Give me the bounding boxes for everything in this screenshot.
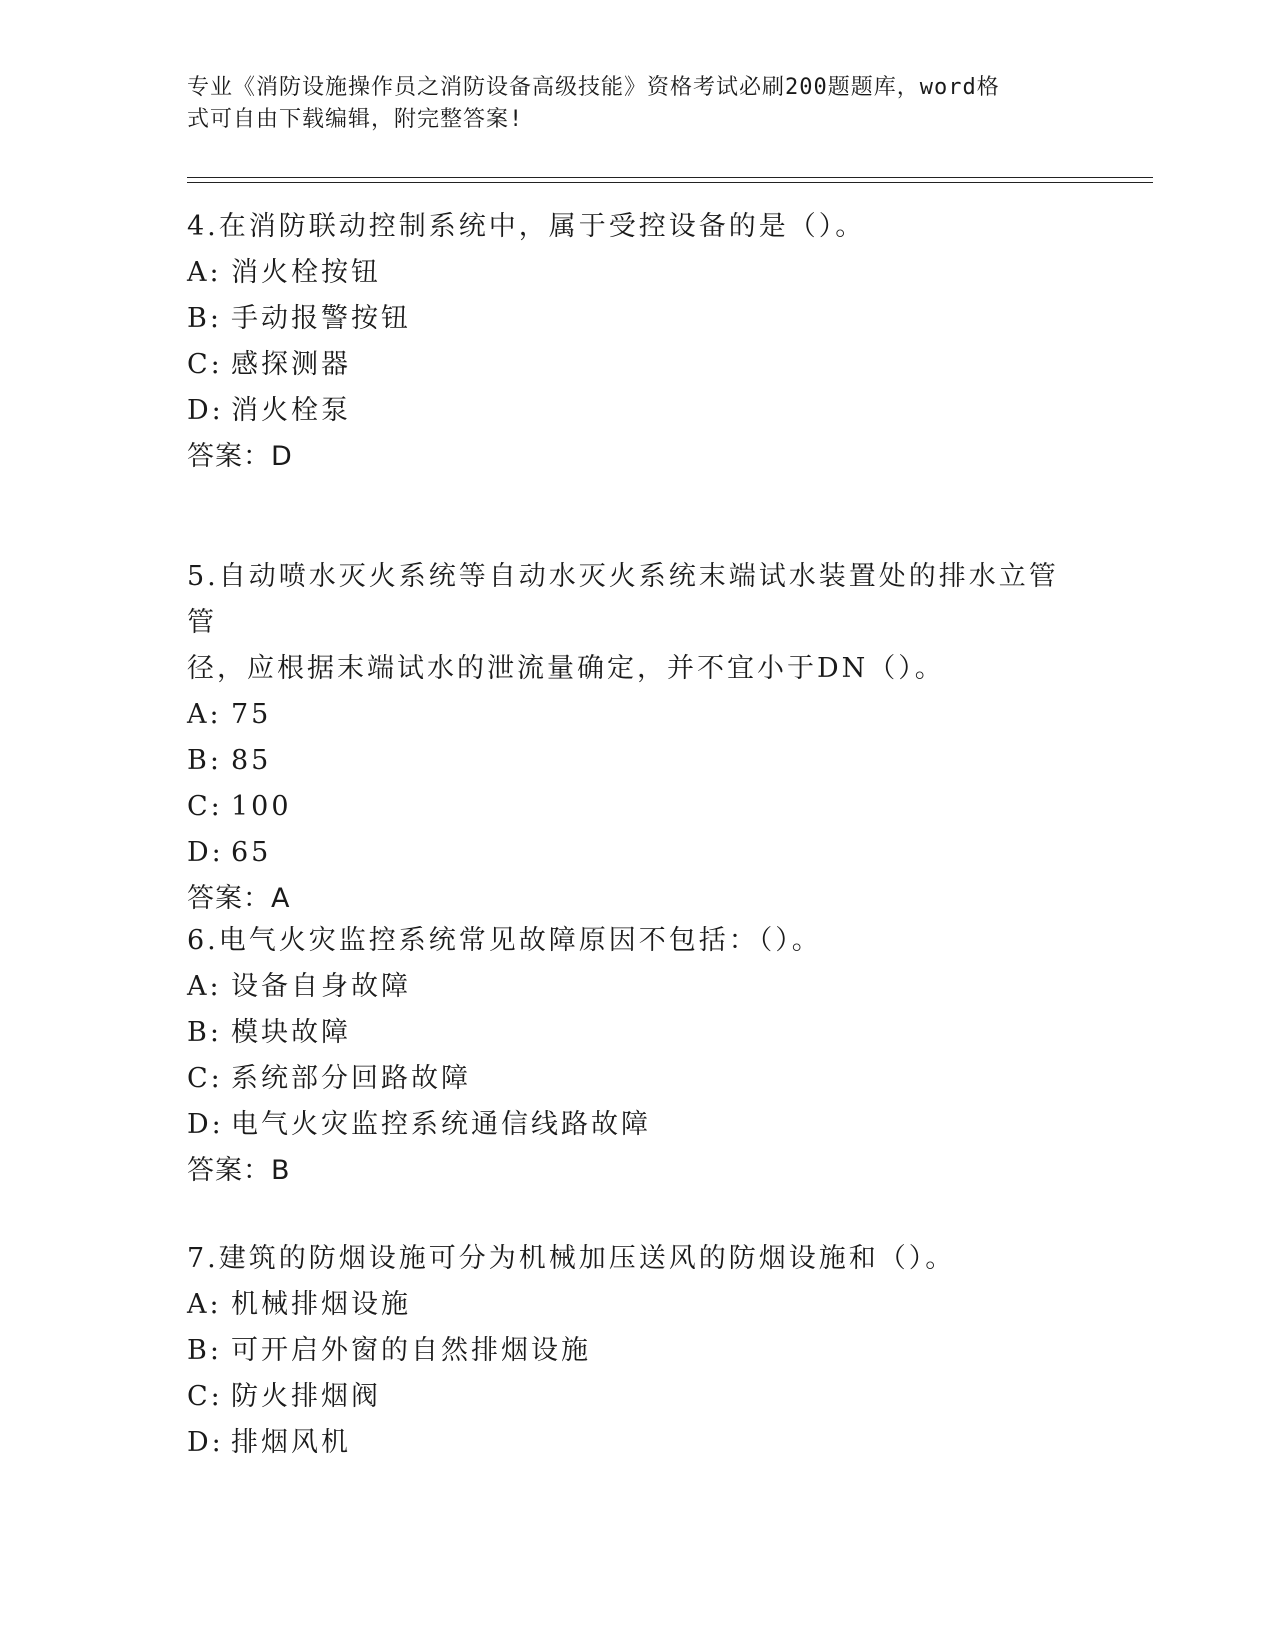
question-4	[187, 204, 1067, 480]
option-text: 感探测器	[231, 349, 351, 380]
answer: 答案：D	[187, 441, 293, 472]
option-text: 模块故障	[231, 1017, 351, 1048]
option-d	[187, 388, 1067, 434]
option-key: A:	[187, 1289, 222, 1320]
question-stem: 7.建筑的防烟设施可分为机械加压送风的防烟设施和（）。	[187, 1243, 956, 1274]
option-text: 消火栓泵	[231, 395, 351, 426]
option-key: C:	[187, 791, 223, 822]
option-a	[187, 250, 1067, 296]
option-text: 机械排烟设施	[231, 1289, 411, 1320]
header-line-2: 式可自由下载编辑，附完整答案!	[187, 107, 524, 132]
option-key: B:	[187, 303, 222, 334]
option-text: 75	[231, 699, 272, 730]
question-stem: 6.电气火灾监控系统常见故障原因不包括：（）。	[187, 925, 822, 956]
question-stem: 4.在消防联动控制系统中，属于受控设备的是（）。	[187, 211, 866, 242]
question-stem-line-1: 5.自动喷水灭火系统等自动水灭火系统末端试水装置处的排水立管管	[187, 561, 1059, 638]
option-b	[187, 738, 1067, 784]
option-text: 系统部分回路故障	[231, 1063, 471, 1094]
option-d	[187, 1102, 1067, 1148]
header-line-1: 专业《消防设施操作员之消防设备高级技能》资格考试必刷200题题库，word格	[187, 75, 1000, 100]
option-key: C:	[187, 1381, 223, 1412]
option-key: C:	[187, 1063, 223, 1094]
option-key: D:	[187, 395, 224, 426]
option-c	[187, 784, 1067, 830]
option-key: C:	[187, 349, 223, 380]
option-key: A:	[187, 971, 222, 1002]
question-6	[187, 918, 1067, 1194]
answer: 答案：B	[187, 1155, 291, 1186]
option-text: 消火栓按钮	[231, 257, 381, 288]
option-text: 100	[231, 791, 292, 822]
question-7	[187, 1236, 1067, 1466]
question-5	[187, 554, 1067, 922]
option-text: 防火排烟阀	[231, 1381, 381, 1412]
option-b	[187, 296, 1067, 342]
option-text: 65	[231, 837, 272, 868]
option-a	[187, 692, 1067, 738]
option-d	[187, 1420, 1067, 1466]
option-text: 电气火灾监控系统通信线路故障	[231, 1109, 651, 1140]
question-stem-line-2: 径，应根据末端试水的泄流量确定，并不宜小于DN（）。	[187, 653, 945, 684]
option-text: 排烟风机	[231, 1427, 351, 1458]
option-c	[187, 1374, 1067, 1420]
option-b	[187, 1328, 1067, 1374]
option-key: B:	[187, 1335, 222, 1366]
option-key: D:	[187, 1427, 224, 1458]
header-divider-bottom	[187, 182, 1153, 183]
option-a	[187, 964, 1067, 1010]
option-text: 手动报警按钮	[231, 303, 411, 334]
option-c	[187, 342, 1067, 388]
option-b	[187, 1010, 1067, 1056]
option-c	[187, 1056, 1067, 1102]
option-text: 可开启外窗的自然排烟设施	[231, 1335, 591, 1366]
option-key: A:	[187, 699, 222, 730]
option-key: D:	[187, 1109, 224, 1140]
option-d	[187, 830, 1067, 876]
option-key: B:	[187, 745, 222, 776]
option-a	[187, 1282, 1067, 1328]
document-header	[187, 72, 1067, 136]
answer: 答案：A	[187, 883, 291, 914]
header-divider-top	[187, 177, 1153, 178]
option-key: A:	[187, 257, 222, 288]
option-key: B:	[187, 1017, 222, 1048]
option-key: D:	[187, 837, 224, 868]
option-text: 85	[231, 745, 272, 776]
option-text: 设备自身故障	[231, 971, 411, 1002]
